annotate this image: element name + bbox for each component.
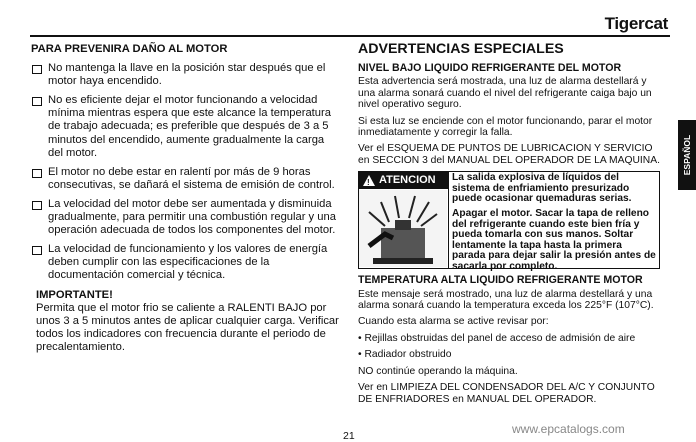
subheading-low-coolant: NIVEL BAJO LIQUIDO REFRIGERANTE DEL MOTOR [358, 62, 622, 74]
checkbox-icon [32, 65, 42, 74]
important-text: Permita que el motor frio se caliente a RALENTI BAJO por unos 3 a 5 minutos antes de aplicar cualquier carga. Verificar todos los indicadores con frecuencia durante el periodo de precalentamiento. [36, 301, 339, 353]
bullet-text: El motor no debe estar en ralentí por más de 9 horas consecutivas, se dañará el sistema de emisión de control. [48, 165, 335, 191]
bullet-item [31, 243, 341, 282]
paragraph: Ver el ESQUEMA DE PUNTOS DE LUBRICACION Y SERVICIO en SECCION 3 del MANUAL DEL OPERADOR DE LA MAQUINA. [358, 143, 660, 166]
bullet-item [31, 166, 341, 192]
hot-coolant-hazard-icon [359, 189, 447, 268]
list-item: • Radiador obstruido [358, 349, 452, 361]
warning-triangle-icon: ! [363, 175, 375, 186]
language-tab-label: ESPAÑOL [682, 134, 692, 176]
bullet-item [31, 198, 341, 237]
page-number: 21 [343, 430, 355, 442]
warning-paragraph: La salida explosiva de líquidos del sistema de enfriamiento presurizado puede ocasionar quemaduras serias. [452, 172, 632, 205]
checkbox-icon [32, 201, 42, 210]
warning-paragraph: Apagar el motor. Sacar la tapa de relleno del refrigerante cuando este bien fría y pueda tomarla con sus manos. Soltar lentamente la tapa hasta la primera parada para dejar salir la presión antes de sacarla por completo. [452, 208, 656, 272]
warning-label [359, 172, 448, 189]
important-title: IMPORTANTE! [36, 288, 113, 301]
paragraph: Ver en LIMPIEZA DEL CONDENSADOR DEL A/C Y CONJUNTO DE ENFRIADORES en MANUAL DEL OPERADOR. [358, 382, 655, 405]
bullet-text: No es eficiente dejar el motor funcionando a velocidad mínima mientras espera que este alcance la temperatura de trabajo adecuada; es preferible que después de 3 a 5 minutos del encendido, aumente gradualmente la carga del motor. [48, 94, 331, 159]
checkbox-icon [32, 246, 42, 255]
paragraph: Este mensaje será mostrado, una luz de alarma destellará y una alarma sonará cuando la temperatura exceda los 225°F (107°C). [358, 288, 654, 312]
warning-text [449, 172, 659, 272]
paragraph: Cuando esta alarma se active revisar por: [358, 316, 549, 328]
warning-graphic [359, 172, 449, 268]
paragraph: NO continúe operando la máquina. [358, 365, 518, 377]
bullet-text: La velocidad del motor debe ser aumentada y disminuida gradualmente, para permitir una combustión regular y una operación adecuada de todos los componentes del motor. [48, 197, 336, 237]
section-title: ADVERTENCIAS ESPECIALES [358, 41, 564, 57]
left-column [31, 43, 341, 354]
language-tab [678, 120, 696, 190]
paragraph: Si esta luz se enciende con el motor funcionando, parar el motor inmediatamente y corregir la falla. [358, 115, 653, 139]
bullet-text: No mantenga la llave en la posición star después que el motor haya encendido. [48, 62, 326, 88]
brand-logo: Tigercat [604, 14, 668, 33]
warning-label-text: ATENCION [379, 174, 436, 187]
list-item: • Rejillas obstruidas del panel de acceso de admisión de aire [358, 332, 636, 344]
checkbox-icon [32, 169, 42, 178]
watermark: www.epcatalogs.com [512, 422, 625, 436]
header-rule [30, 35, 670, 37]
bullet-text: La velocidad de funcionamiento y los valores de energía deben cumplir con las especificaciones de la documentación comercial y técnica. [48, 243, 328, 282]
bullet-item [31, 94, 341, 159]
right-column [358, 41, 660, 410]
checkbox-icon [32, 97, 42, 106]
bullet-item [31, 62, 341, 88]
paragraph: Esta advertencia será mostrada, una luz de alarma destellará y una alarma sonará cuando el nivel del refrigerante caiga bajo un nivel operativo seguro. [358, 76, 652, 111]
left-heading: PARA PREVENIRA DAÑO AL MOTOR [31, 43, 228, 55]
warning-box [358, 171, 660, 272]
subheading-high-temp: TEMPERATURA ALTA LIQUIDO REFRIGERANTE MOTOR [358, 274, 643, 287]
